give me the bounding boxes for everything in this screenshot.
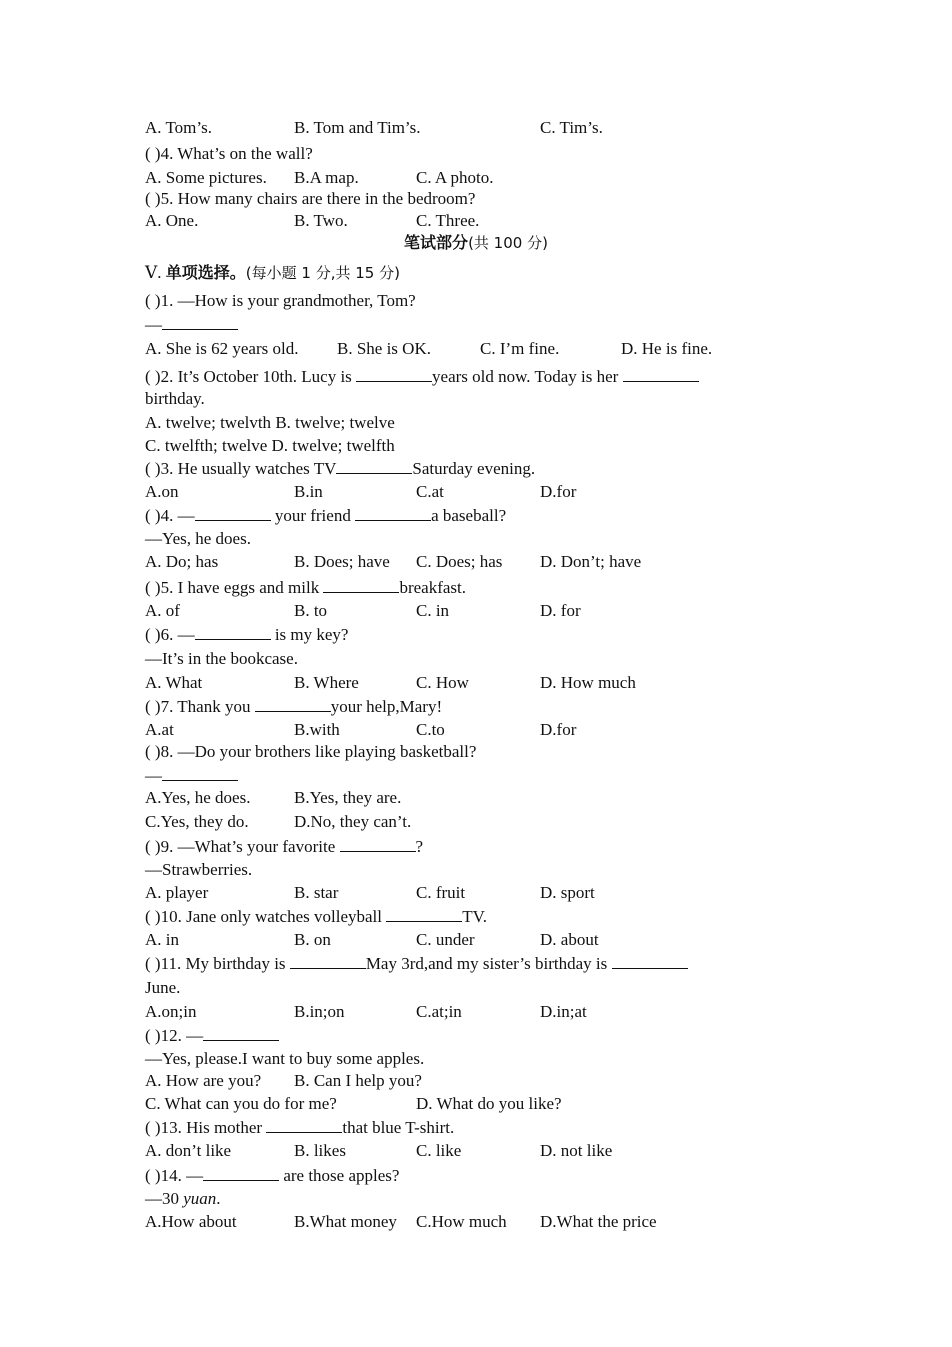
stem-part: ( )7. Thank you: [145, 697, 255, 716]
blank: [386, 906, 462, 922]
option-d: D. twelve; twelfth: [271, 436, 395, 455]
blank: [195, 505, 271, 521]
blank: [340, 836, 416, 852]
question-8-answer-line: [145, 765, 238, 786]
option-b: B. Two.: [294, 211, 348, 230]
question-6-reply: —It’s in the bookcase.: [145, 649, 298, 668]
option-a: A. Do; has: [145, 552, 219, 571]
option-a: A.at: [145, 720, 174, 739]
question-4-reply: —Yes, he does.: [145, 529, 251, 548]
option-d: D. about: [540, 930, 599, 949]
option-b: B. Does; have: [294, 552, 390, 571]
dash: —: [145, 315, 162, 334]
stem-part: ( )9. —What’s your favorite: [145, 837, 340, 856]
option-c: C. Three.: [416, 211, 480, 230]
option-b: B.A map.: [294, 168, 359, 187]
stem-part: ( )14. —: [145, 1166, 204, 1185]
stem-part: are those apples?: [279, 1166, 400, 1185]
heading-score: (共 100 分): [468, 234, 548, 252]
question-1-answer-line: [145, 314, 238, 335]
option-c: C.at;in: [416, 1002, 462, 1021]
option-a: A. Some pictures.: [145, 168, 267, 187]
blank: [203, 1025, 279, 1041]
option-c: C.Yes, they do.: [145, 812, 249, 831]
option-b: B. She is OK.: [337, 339, 431, 358]
option-a: A. twelve; twelvth: [145, 413, 272, 432]
option-b: B. Tom and Tim’s.: [294, 118, 421, 137]
written-part-heading: [0, 233, 952, 253]
option-c: C. Does; has: [416, 552, 503, 571]
stem-part: ( )3. He usually watches TV: [145, 459, 337, 478]
option-c: C. fruit: [416, 883, 466, 902]
blank: [336, 458, 412, 474]
option-d: D.for: [540, 482, 577, 501]
blank: [203, 1165, 279, 1181]
blank: [623, 366, 699, 382]
option-b: B. star: [294, 883, 339, 902]
option-d: D.in;at: [540, 1002, 587, 1021]
stem-part: ( )6. —: [145, 625, 195, 644]
section-number: Ⅴ.: [145, 263, 166, 282]
question-4-stem: [145, 505, 506, 526]
stem-part: a baseball?: [431, 506, 507, 525]
option-c: C. twelfth; twelve: [145, 436, 268, 455]
stem-part: May 3rd,and my sister’s birthday is: [365, 954, 612, 973]
option-c: C. like: [416, 1141, 462, 1160]
question-9-reply: —Strawberries.: [145, 860, 253, 879]
stem-part: that blue T-shirt.: [342, 1118, 455, 1137]
question-11-stem: [145, 953, 688, 974]
dash: —: [145, 766, 162, 785]
stem-part: ( )13. His mother: [145, 1118, 267, 1137]
option-b: B.in;on: [294, 1002, 345, 1021]
stem-part: ( )5. I have eggs and milk: [145, 578, 324, 597]
option-d: D. sport: [540, 883, 595, 902]
blank: [355, 505, 431, 521]
reply-part: —30: [145, 1189, 184, 1208]
stem-part: Saturday evening.: [412, 459, 536, 478]
option-d: D.What the price: [540, 1212, 657, 1231]
question-2-continuation: birthday.: [145, 389, 205, 408]
option-a: A. How are you?: [145, 1071, 262, 1090]
option-b: B.What money: [294, 1212, 397, 1231]
section-note: (每小题 1 分,共 15 分): [245, 264, 400, 282]
stem-part: ( )2. It’s October 10th. Lucy is: [145, 367, 357, 386]
option-a: A.Yes, he does.: [145, 788, 251, 807]
option-c: C. Tim’s.: [540, 118, 603, 137]
reply-part: .: [216, 1189, 221, 1208]
stem-part: TV.: [462, 907, 487, 926]
question-6-stem: [145, 624, 348, 645]
stem-part: ( )12. —: [145, 1026, 204, 1045]
option-c: C.at: [416, 482, 444, 501]
option-a: A. don’t like: [145, 1141, 232, 1160]
option-c: C. under: [416, 930, 475, 949]
stem-part: your help,Mary!: [330, 697, 443, 716]
option-d: D.No, they can’t.: [294, 812, 412, 831]
stem-part: ( )11. My birthday is: [145, 954, 290, 973]
option-c: C. What can you do for me?: [145, 1094, 337, 1113]
question-14-reply: [145, 1189, 221, 1209]
question-1-stem: ( )1. —How is your grandmother, Tom?: [145, 291, 416, 310]
option-a: A. One.: [145, 211, 199, 230]
blank: [255, 696, 331, 712]
option-b: B.Yes, they are.: [294, 788, 402, 807]
question-11-continuation: June.: [145, 978, 181, 997]
option-c: C. I’m fine.: [480, 339, 560, 358]
listening-q5-stem: ( )5. How many chairs are there in the bedroom?: [145, 189, 476, 208]
question-9-stem: [145, 836, 423, 857]
option-c: C. How: [416, 673, 469, 692]
option-b: B. twelve; twelve: [275, 413, 395, 432]
option-a: A.How about: [145, 1212, 237, 1231]
question-2-stem: [145, 366, 699, 387]
option-a: A. player: [145, 883, 209, 902]
option-d: D. Don’t; have: [540, 552, 642, 571]
section-name: 单项选择。: [165, 263, 246, 282]
question-7-stem: [145, 696, 442, 717]
listening-q4-stem: ( )4. What’s on the wall?: [145, 144, 313, 163]
option-d: D.for: [540, 720, 577, 739]
option-b: B.with: [294, 720, 340, 739]
option-a: A. in: [145, 930, 179, 949]
option-b: B. on: [294, 930, 331, 949]
option-a: A. Tom’s.: [145, 118, 212, 137]
question-3-stem: [145, 458, 535, 479]
option-d: D. for: [540, 601, 581, 620]
blank: [266, 1117, 342, 1133]
question-13-stem: [145, 1117, 454, 1138]
question-12-reply: —Yes, please.I want to buy some apples.: [145, 1049, 425, 1068]
stem-part: breakfast.: [399, 578, 467, 597]
option-a: A.on: [145, 482, 179, 501]
option-c: C. in: [416, 601, 450, 620]
blank: [162, 765, 238, 781]
blank: [162, 314, 238, 330]
option-d: D. What do you like?: [416, 1094, 562, 1113]
heading-bold: 笔试部分: [404, 233, 469, 252]
option-c: C.How much: [416, 1212, 507, 1231]
stem-part: ( )10. Jane only watches volleyball: [145, 907, 387, 926]
stem-part: years old now. Today is her: [432, 367, 623, 386]
section-title: [145, 263, 400, 283]
question-2-options-row1: [145, 413, 395, 433]
blank: [290, 953, 366, 969]
option-d: D. not like: [540, 1141, 613, 1160]
option-c: C. A photo.: [416, 168, 494, 187]
option-a: A.on;in: [145, 1002, 197, 1021]
question-2-options-row2: [145, 436, 395, 456]
option-a: A. of: [145, 601, 180, 620]
option-b: B.in: [294, 482, 323, 501]
stem-part: is my key?: [270, 625, 349, 644]
option-b: B. Can I help you?: [294, 1071, 422, 1090]
option-b: B. likes: [294, 1141, 346, 1160]
option-b: B. Where: [294, 673, 359, 692]
option-c: C.to: [416, 720, 445, 739]
option-d: D. How much: [540, 673, 636, 692]
blank: [323, 577, 399, 593]
question-8-stem: ( )8. —Do your brothers like playing basketball?: [145, 742, 477, 761]
stem-part: ( )4. —: [145, 506, 195, 525]
question-12-stem: [145, 1025, 279, 1046]
blank: [356, 366, 432, 382]
option-d: D. He is fine.: [621, 339, 713, 358]
blank: [195, 624, 271, 640]
question-5-stem: [145, 577, 466, 598]
option-a: A. What: [145, 673, 203, 692]
option-a: A. She is 62 years old.: [145, 339, 299, 358]
stem-part: your friend: [270, 506, 356, 525]
stem-part: ?: [415, 837, 424, 856]
reply-unit: yuan: [183, 1189, 217, 1208]
question-10-stem: [145, 906, 487, 927]
blank: [612, 953, 688, 969]
question-14-stem: [145, 1165, 399, 1186]
option-b: B. to: [294, 601, 328, 620]
